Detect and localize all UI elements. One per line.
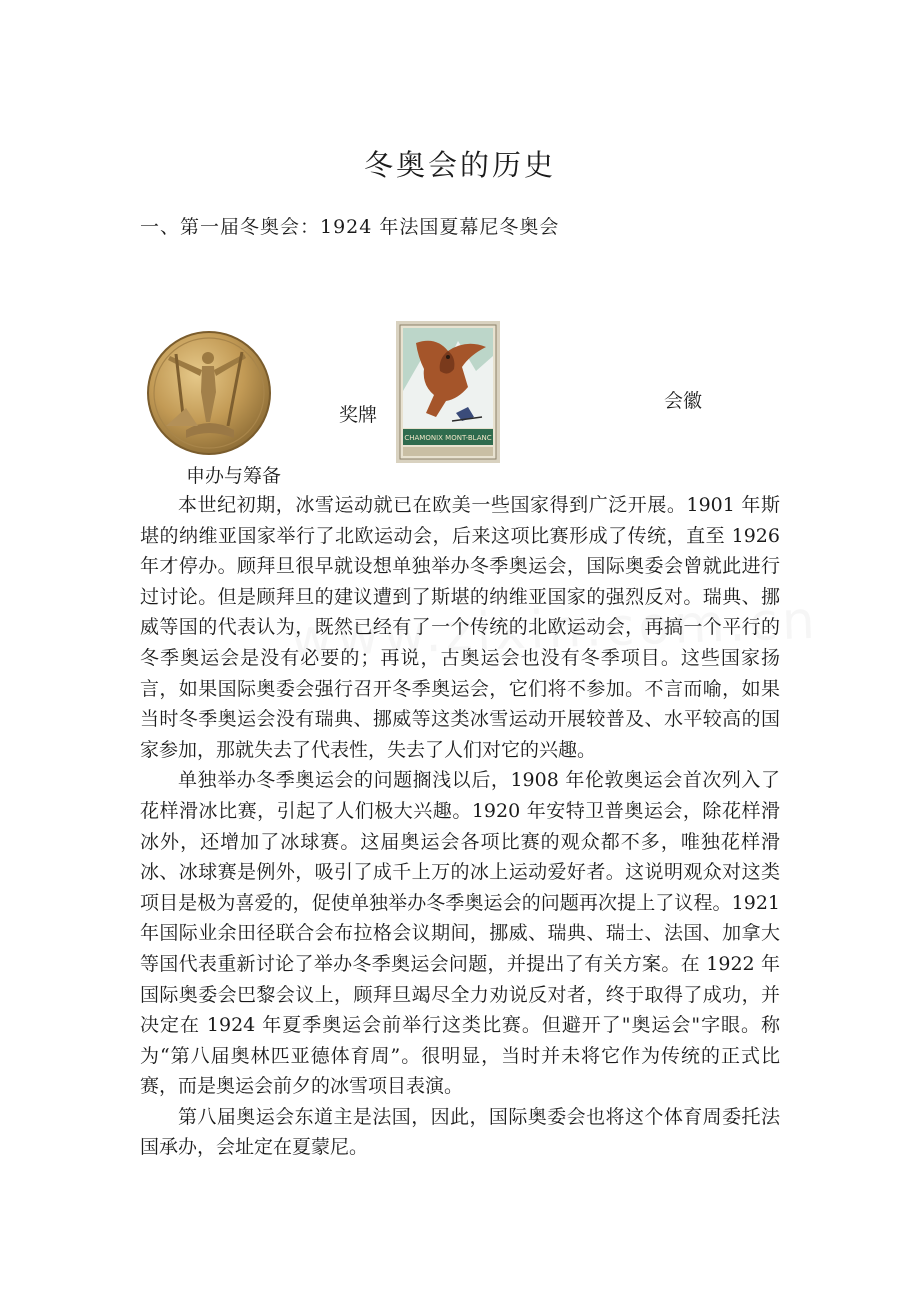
emblem-caption: 会徽: [664, 390, 703, 412]
paragraph-3: 第八届奥运会东道主是法国，因此，国际奥委会也将这个体育周委托法国承办，会址定在夏蒙尼。: [140, 1105, 780, 1159]
body-text: [140, 490, 780, 1163]
page-title: 冬奥会的历史: [363, 148, 556, 182]
section-heading: 一、第一届冬奥会：1924 年法国夏幕尼冬奥会: [140, 216, 560, 238]
subheading: 申办与筹备: [186, 465, 282, 487]
paragraph-1: 本世纪初期，冰雪运动就已在欧美一些国家得到广泛开展。1901 年斯堪的纳维亚国家举行了北欧运动会，后来这项比赛形成了传统，直至 1926 年才停办。顾拜旦很早就设想单独举办冬季奥运会，国际奥委会曾就此进行过讨论。但是顾拜旦的建议遭到了斯堪的纳维亚国家的强烈反对。瑞典、挪威等国的代表认为，既然已经有了一个传统的北欧运动会，再搞一个平行的冬季奥运会是没有必要的；再说，古奥运会也没有冬季项目。这些国家扬言，如果国际奥委会强行召开冬季奥运会，它们将不参加。不言而喻，如果当时冬季奥运会没有瑞典、挪威等这类冰雪运动开展较普及、水平较高的国家参加，那就失去了代表性，失去了人们对它的兴趣。: [140, 494, 780, 761]
medal-image: [146, 330, 272, 456]
medal-caption: 奖牌: [339, 404, 378, 426]
emblem-poster-image: [396, 321, 500, 463]
poster-text: CHAMONIX MONT-BLANC: [404, 434, 492, 442]
paragraph-2: 单独举办冬季奥运会的问题搁浅以后，1908 年伦敦奥运会首次列入了花样滑冰比赛，引起了人们极大兴趣。1920 年安特卫普奥运会，除花样滑冰外，还增加了冰球赛。这届奥运会各项比赛的观众都不多，唯独花样滑冰、冰球赛是例外，吸引了成千上万的冰上运动爱好者。这说明观众对这类项目是极为喜爱的，促使单独举办冬季奥运会的问题再次提上了议程。1921 年国际业余田径联合会布拉格会议期间，挪威、瑞典、瑞士、法国、加拿大等国代表重新讨论了举办冬季奥运会问题，并提出了有关方案。在 1922 年国际奥委会巴黎会议上，顾拜旦竭尽全力劝说反对者，终于取得了成功，并决定在 1924 年夏季奥运会前举行这类比赛。但避开了"奥运会"字眼。称为“第八届奥林匹亚德体育周”。很明显，当时并未将它作为传统的正式比赛，而是奥运会前夕的冰雪项目表演。: [140, 769, 780, 1098]
